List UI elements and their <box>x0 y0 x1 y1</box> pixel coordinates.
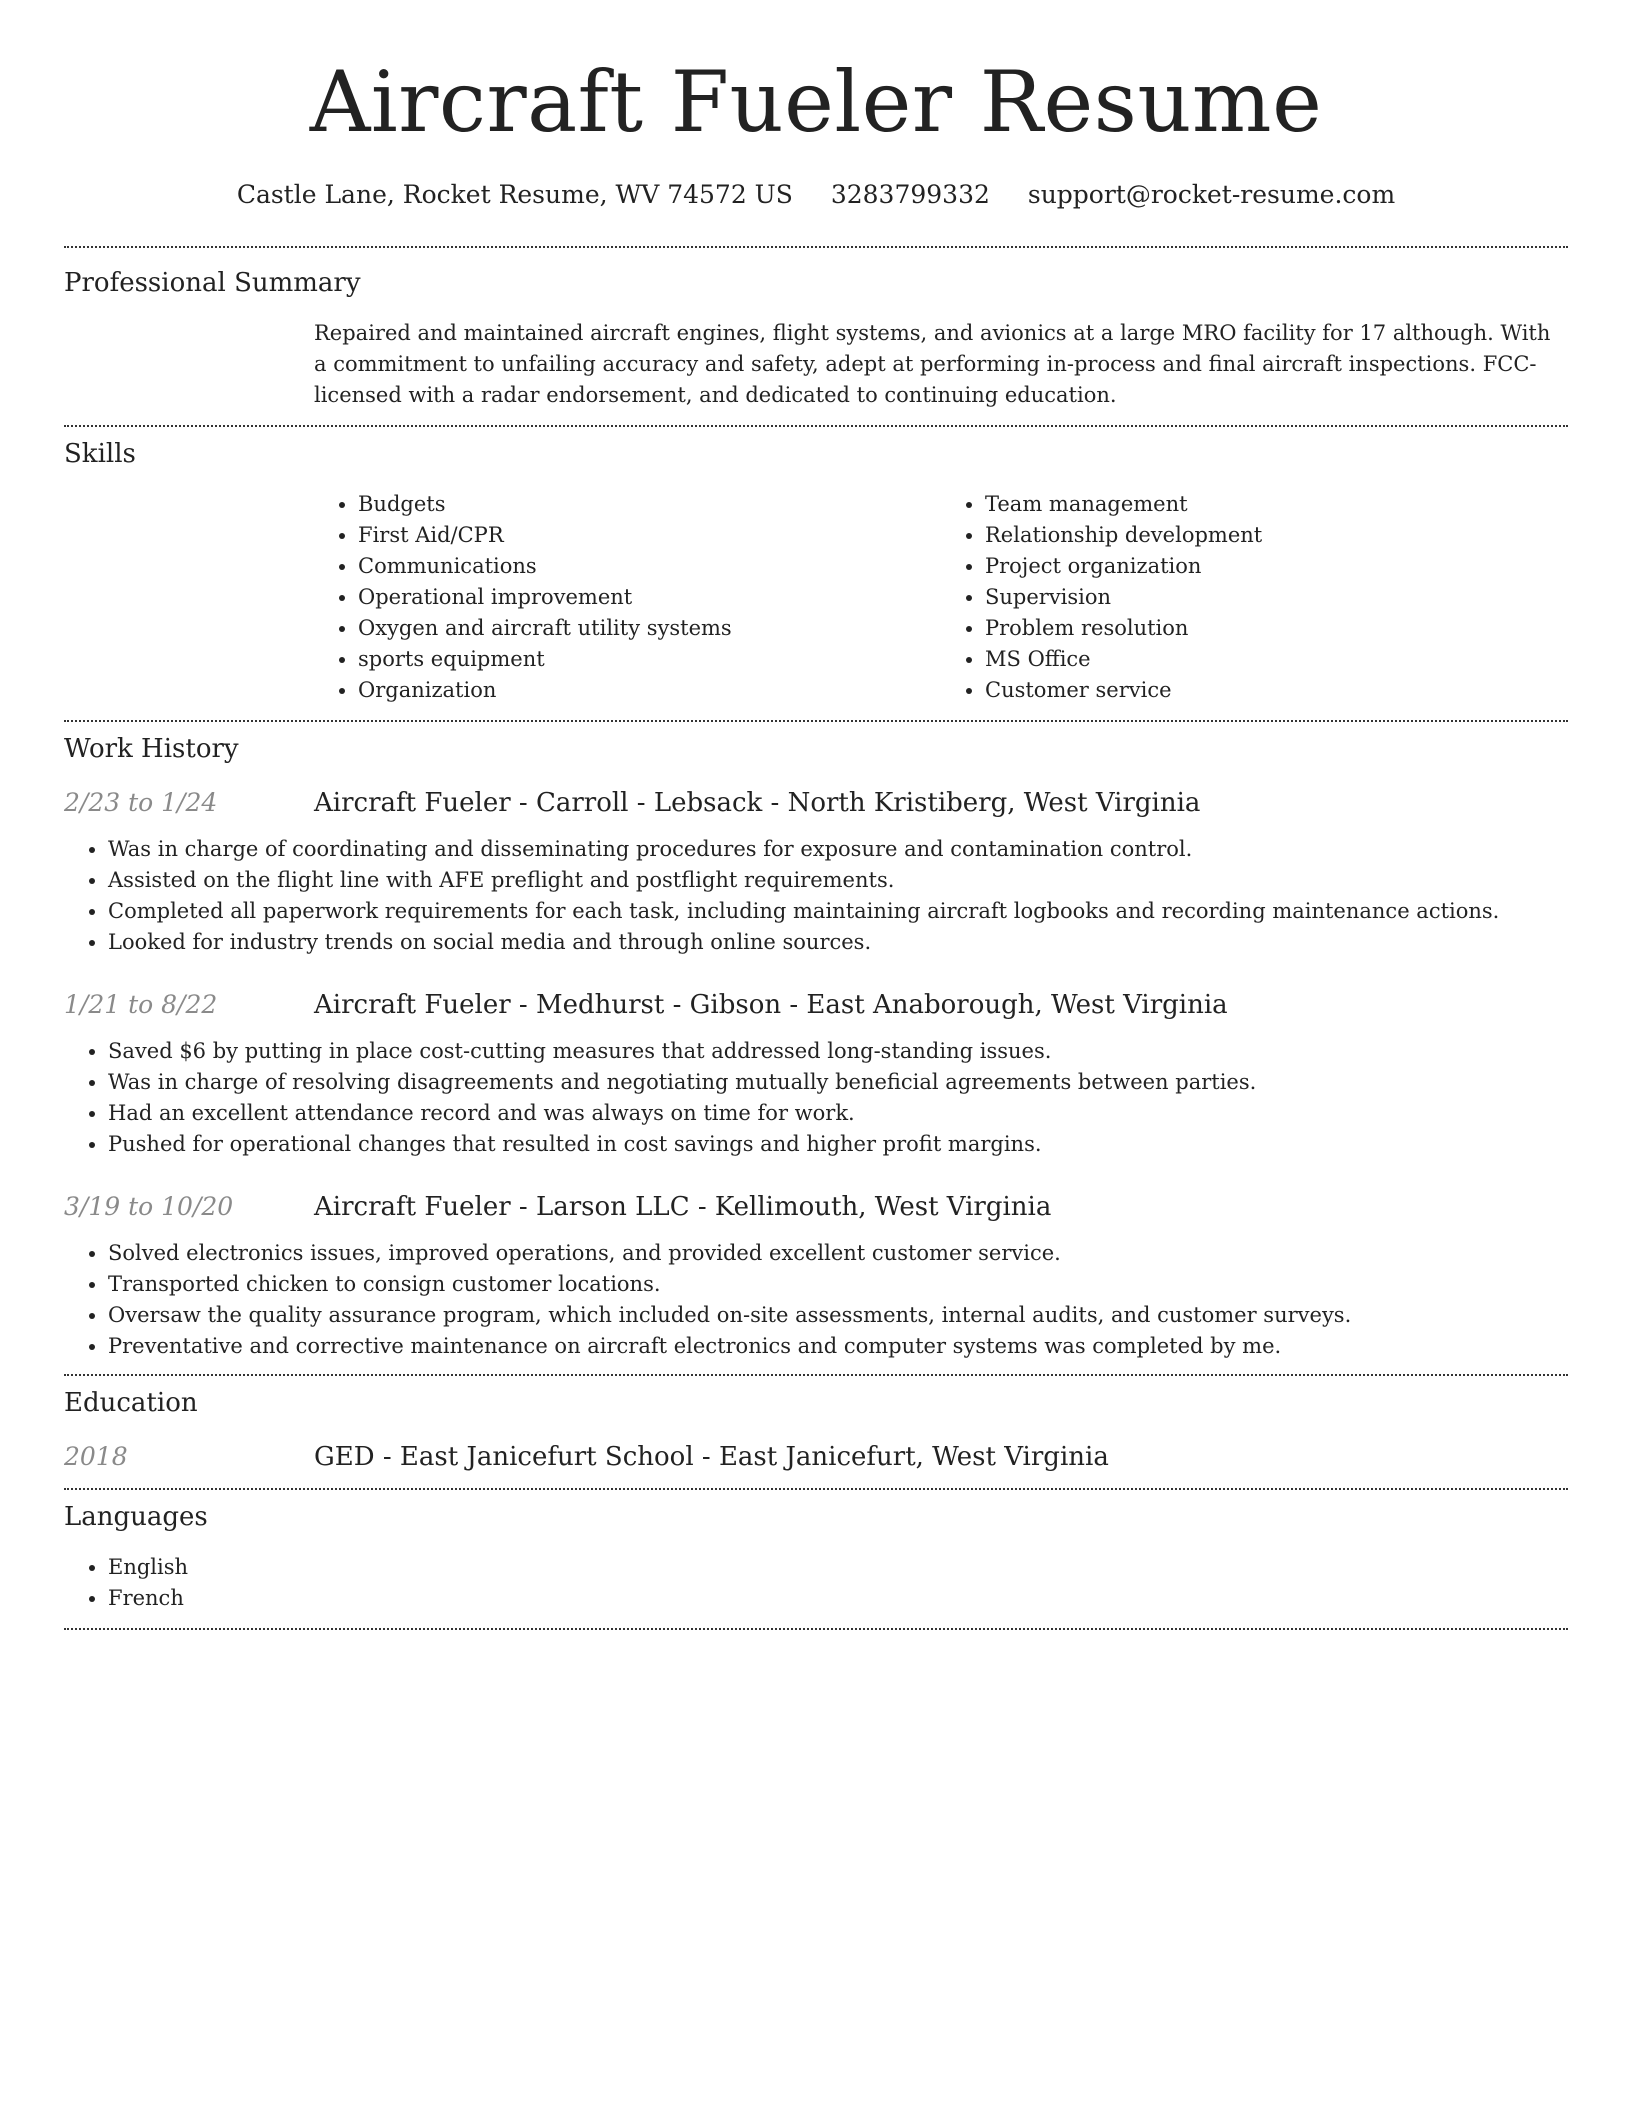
job-bullet: • Was in charge of coordinating and disseminating procedures for exposure and contamination control. <box>108 834 1568 865</box>
skill-item: • Team management <box>985 489 1568 520</box>
job-bullets <box>64 1238 1568 1362</box>
language-item: • English <box>108 1552 1568 1583</box>
job-bullet: • Saved $6 by putting in place cost-cutting measures that addressed long-standing issues. <box>108 1036 1568 1067</box>
skills-section <box>64 427 1568 720</box>
section-heading-skills: Skills <box>64 439 136 469</box>
job-bullets <box>64 1036 1568 1160</box>
summary-section <box>64 248 1568 425</box>
job-bullet: • Transported chicken to consign customer locations. <box>108 1269 1568 1300</box>
section-heading-education: Education <box>64 1388 198 1418</box>
contact-email[interactable]: support@rocket-resume.com <box>1027 180 1396 209</box>
skill-item: • Communications <box>358 551 941 582</box>
skill-item: • Organization <box>358 675 941 706</box>
job-bullets <box>64 834 1568 958</box>
job-bullet: • Preventative and corrective maintenance on aircraft electronics and computer systems was completed by me. <box>108 1331 1568 1362</box>
job-header <box>64 988 1568 1022</box>
resume-title: Aircraft Fueler Resume <box>309 53 1323 151</box>
skill-item: • Customer service <box>985 675 1568 706</box>
education-title: GED - East Janicefurt School - East Janicefurt, West Virginia <box>314 1442 1109 1472</box>
contact-line <box>64 178 1568 212</box>
skills-list-left <box>314 489 941 706</box>
section-heading-summary: Professional Summary <box>64 268 361 298</box>
skill-item: • sports equipment <box>358 644 941 675</box>
section-heading-work-history: Work History <box>64 734 239 764</box>
skills-columns <box>314 489 1568 706</box>
job-bullet: • Solved electronics issues, improved operations, and provided excellent customer service. <box>108 1238 1568 1269</box>
job-title: Aircraft Fueler - Carroll - Lebsack - North Kristiberg, West Virginia <box>314 788 1201 818</box>
job-date: 1/21 to 8/22 <box>64 990 218 1019</box>
skills-list-right <box>941 489 1568 706</box>
skill-item: • MS Office <box>985 644 1568 675</box>
job-entry <box>64 1190 1568 1362</box>
language-item: • French <box>108 1583 1568 1614</box>
languages-list <box>64 1552 1568 1614</box>
education-date: 2018 <box>64 1442 128 1471</box>
education-section <box>64 1376 1568 1488</box>
skill-item: • Project organization <box>985 551 1568 582</box>
job-title: Aircraft Fueler - Medhurst - Gibson - East Anaborough, West Virginia <box>314 990 1228 1020</box>
contact-phone: 3283799332 <box>830 180 990 209</box>
job-bullet: • Had an excellent attendance record and was always on time for work. <box>108 1098 1568 1129</box>
job-bullet: • Looked for industry trends on social media and through online sources. <box>108 927 1568 958</box>
job-bullet: • Was in charge of resolving disagreements and negotiating mutually beneficial agreements between parties. <box>108 1067 1568 1098</box>
job-bullet: • Oversaw the quality assurance program, which included on-site assessments, internal audits, and customer surveys. <box>108 1300 1568 1331</box>
job-date: 2/23 to 1/24 <box>64 788 218 817</box>
skill-item: • Relationship development <box>985 520 1568 551</box>
skill-item: • Budgets <box>358 489 941 520</box>
skill-item: • Operational improvement <box>358 582 941 613</box>
section-heading-languages: Languages <box>64 1502 208 1532</box>
contact-address: Castle Lane, Rocket Resume, WV 74572 US <box>236 180 793 209</box>
job-header <box>64 1190 1568 1224</box>
job-date: 3/19 to 10/20 <box>64 1192 234 1221</box>
skill-item: • First Aid/CPR <box>358 520 941 551</box>
job-header <box>64 786 1568 820</box>
job-bullet: • Pushed for operational changes that resulted in cost savings and higher profit margins. <box>108 1129 1568 1160</box>
languages-section <box>64 1490 1568 1628</box>
education-entry <box>64 1440 1568 1474</box>
job-bullet: • Assisted on the flight line with AFE preflight and postflight requirements. <box>108 865 1568 896</box>
job-bullet: • Completed all paperwork requirements for each task, including maintaining aircraft logbooks and recording maintenance actions. <box>108 896 1568 927</box>
skill-item: • Supervision <box>985 582 1568 613</box>
work-history-section <box>64 722 1568 1374</box>
job-entry <box>64 786 1568 958</box>
job-entry <box>64 988 1568 1160</box>
skill-item: • Problem resolution <box>985 613 1568 644</box>
divider <box>64 1628 1568 1630</box>
job-title: Aircraft Fueler - Larson LLC - Kellimouth, West Virginia <box>314 1192 1052 1222</box>
skill-item: • Oxygen and aircraft utility systems <box>358 613 941 644</box>
summary-text: Repaired and maintained aircraft engines, flight systems, and avionics at a large MRO facility for 17 although. With a commitment to unfailing accuracy and safety, adept at performing in-process and final aircraft inspections. FCC-licensed with a radar endorsement, and dedicated to continuing education. <box>314 321 1551 407</box>
